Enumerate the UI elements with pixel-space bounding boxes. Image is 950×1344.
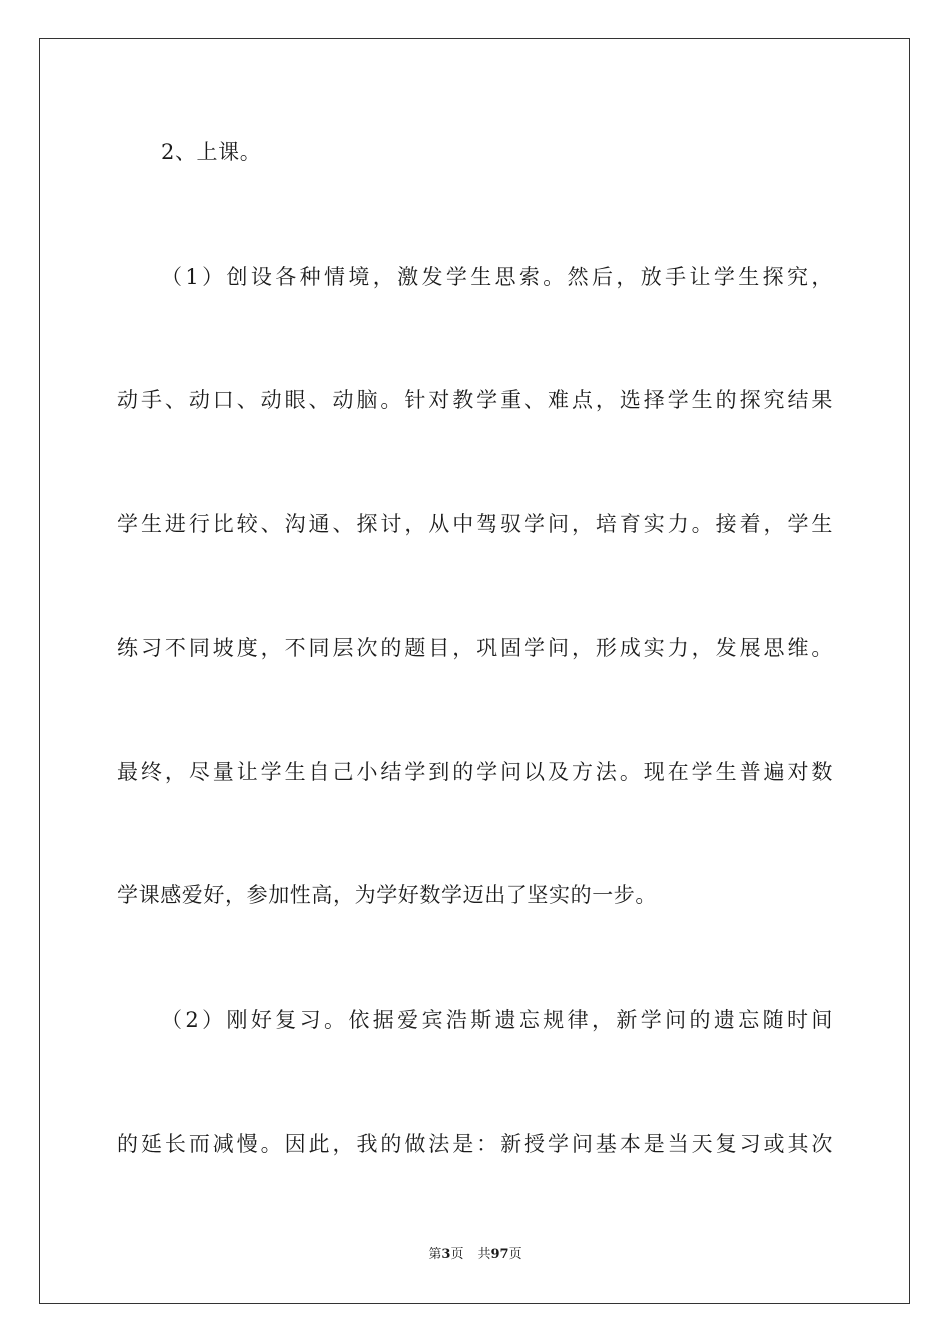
page-footer bbox=[0, 1246, 950, 1264]
paragraph-line: 学生进行比较、沟通、探讨，从中驾驭学问，培育实力。接着，学生 bbox=[117, 512, 833, 536]
page-suffix: 页 bbox=[450, 1247, 464, 1262]
paragraph-line: 动手、动口、动眼、动脑。针对教学重、难点，选择学生的探究结果 bbox=[117, 388, 833, 412]
paragraph-line: 最终，尽量让学生自己小结学到的学问以及方法。现在学生普遍对数 bbox=[117, 760, 833, 784]
total-suffix: 页 bbox=[508, 1247, 522, 1262]
page-frame bbox=[39, 38, 910, 1304]
total-prefix: 共 bbox=[477, 1247, 491, 1262]
page-prefix: 第 bbox=[428, 1247, 442, 1262]
page-number: 3 bbox=[441, 1247, 451, 1262]
paragraph-line: 学课感爱好，参加性高，为学好数学迈出了坚实的一步。 bbox=[117, 883, 657, 907]
paragraph-line: （1）创设各种情境，激发学生思索。然后，放手让学生探究， bbox=[161, 265, 833, 289]
total-pages: 97 bbox=[490, 1247, 509, 1262]
paragraph-line: （2）刚好复习。依据爱宾浩斯遗忘规律，新学问的遗忘随时间 bbox=[161, 1008, 833, 1032]
paragraph-line: 练习不同坡度，不同层次的题目，巩固学问，形成实力，发展思维。 bbox=[117, 636, 833, 660]
paragraph-line: 的延长而减慢。因此，我的做法是：新授学问基本是当天复习或其次 bbox=[117, 1132, 833, 1156]
section-heading: 2、上课。 bbox=[161, 140, 262, 164]
